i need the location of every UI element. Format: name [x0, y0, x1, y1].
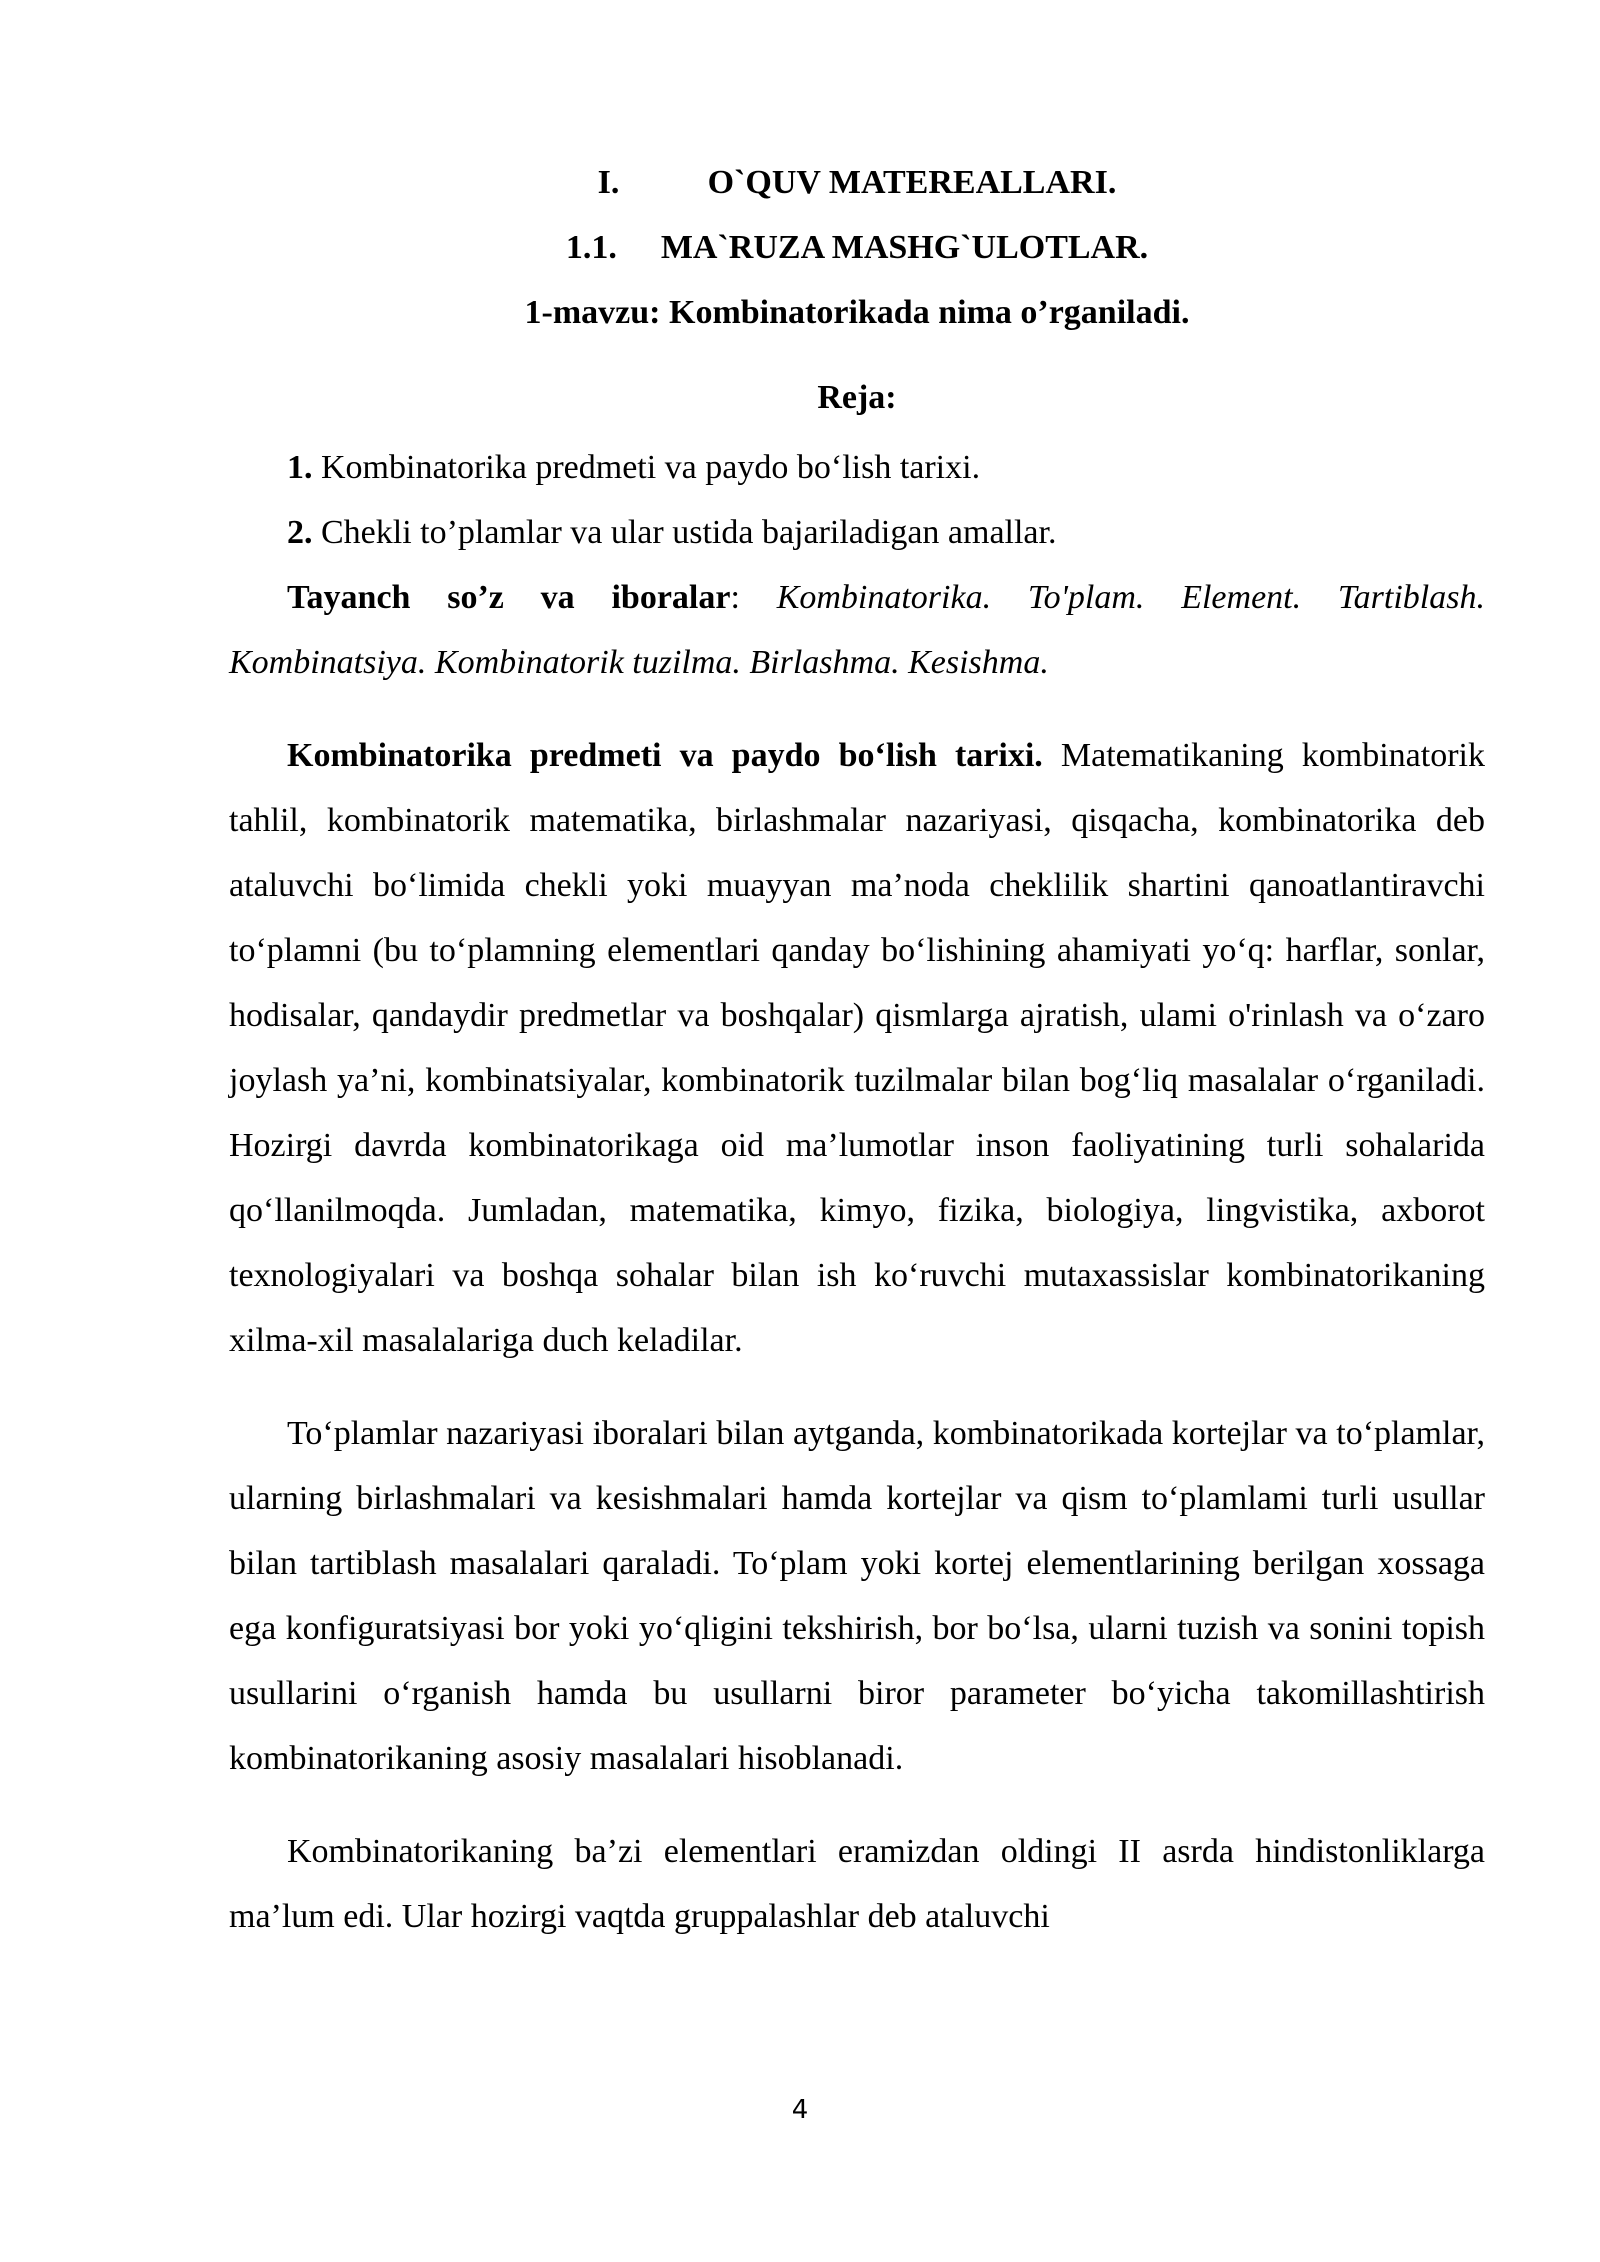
keywords-list: Kombinatorika. To'plam. Element. Tartiblash. Kombinatsiya. Kombinatorik tuzilma. Birlashma. Kesishma.	[229, 579, 1485, 681]
keywords-colon: :	[730, 579, 777, 616]
subsection-heading	[229, 215, 1485, 280]
plan-item-2	[229, 500, 1485, 565]
plan-item-number: 1.	[287, 449, 313, 486]
plan-item-number: 2.	[287, 514, 313, 551]
paragraph-1-text: Matematikaning kombinatorik tahlil, kombinatorik matematika, birlashmalar nazariyasi, qisqacha, kombinatorika deb ataluvchi bo‘limida chekli yoki muayyan ma’noda cheklilik shartini qanoatlantiravchi to‘plamni (bu to‘plamning elementlari qanday bo‘lishining ahamiyati yo‘q: harflar, sonlar, hodisalar, qandaydir predmetlar va boshqalar) qismlarga ajratish, ulami o'rinlash va o‘zaro joylash ya’ni, kombinatsiyalar, kombinatorik tuzilmalar bilan bog‘liq masalalar o‘rganiladi. Hozirgi davrda kombinatorikaga oid ma’lumotlar inson faoliyatining turli sohalarida qo‘llanilmoqda. Jumladan, matematika, kimyo, fizika, biologiya, lingvistika, axborot texnologiyalari va boshqa sohalar bilan ish ko‘ruvchi mutaxassislar kombinatorikaning xilma-xil masalalariga duch keladilar.	[229, 737, 1485, 1359]
keywords-paragraph	[229, 565, 1485, 695]
plan-item-text: Kombinatorika predmeti va paydo bo‘lish tarixi.	[312, 449, 981, 486]
paragraph-2: To‘plamlar nazariyasi iboralari bilan aytganda, kombinatorikada kortejlar va to‘plamlar, ularning birlashmalari va kesishmalari hamda kortejlar va qism to‘plamlami turli usullar bilan tartiblash masalalari qaraladi. To‘plam yoki kortej elementlarining berilgan xossaga ega konfiguratsiyasi bor yoki yo‘qligini tekshirish, bor bo‘lsa, ularni tuzish va sonini topish usullarini o‘rganish hamda bu usullarni biror parameter bo‘yicha takomillashtirish kombinatorikaning asosiy masalalari hisoblanadi.	[229, 1415, 1485, 1777]
page-number: 4	[791, 2095, 809, 2125]
paragraph-1	[229, 723, 1485, 1373]
section-number: I.	[597, 164, 620, 201]
paragraph-1-lead: Kombinatorika predmeti va paydo bo‘lish tarixi.	[287, 737, 1043, 774]
page-content	[229, 150, 1485, 1949]
plan-item-1	[229, 435, 1485, 500]
section-title: O`QUV MATEREALLARI.	[707, 164, 1117, 201]
section-heading	[229, 150, 1485, 215]
plan-label: Reja:	[817, 379, 897, 416]
paragraph-3: Kombinatorikaning ba’zi elementlari eramizdan oldingi II asrda hindistonliklarga ma’lum edi. Ular hozirgi vaqtda gruppalashlar deb ataluvchi	[229, 1833, 1485, 1935]
subsection-title: MA`RUZA MASHG`ULOTLAR.	[660, 229, 1149, 266]
topic-title: 1-mavzu: Kombinatorikada nima o’rganiladi.	[524, 294, 1190, 331]
subsection-number: 1.1.	[565, 229, 617, 266]
keywords-label: Tayanch so’z va iboralar	[287, 579, 731, 616]
plan-item-text: Chekli to’plamlar va ular ustida bajariladigan amallar.	[312, 514, 1057, 551]
